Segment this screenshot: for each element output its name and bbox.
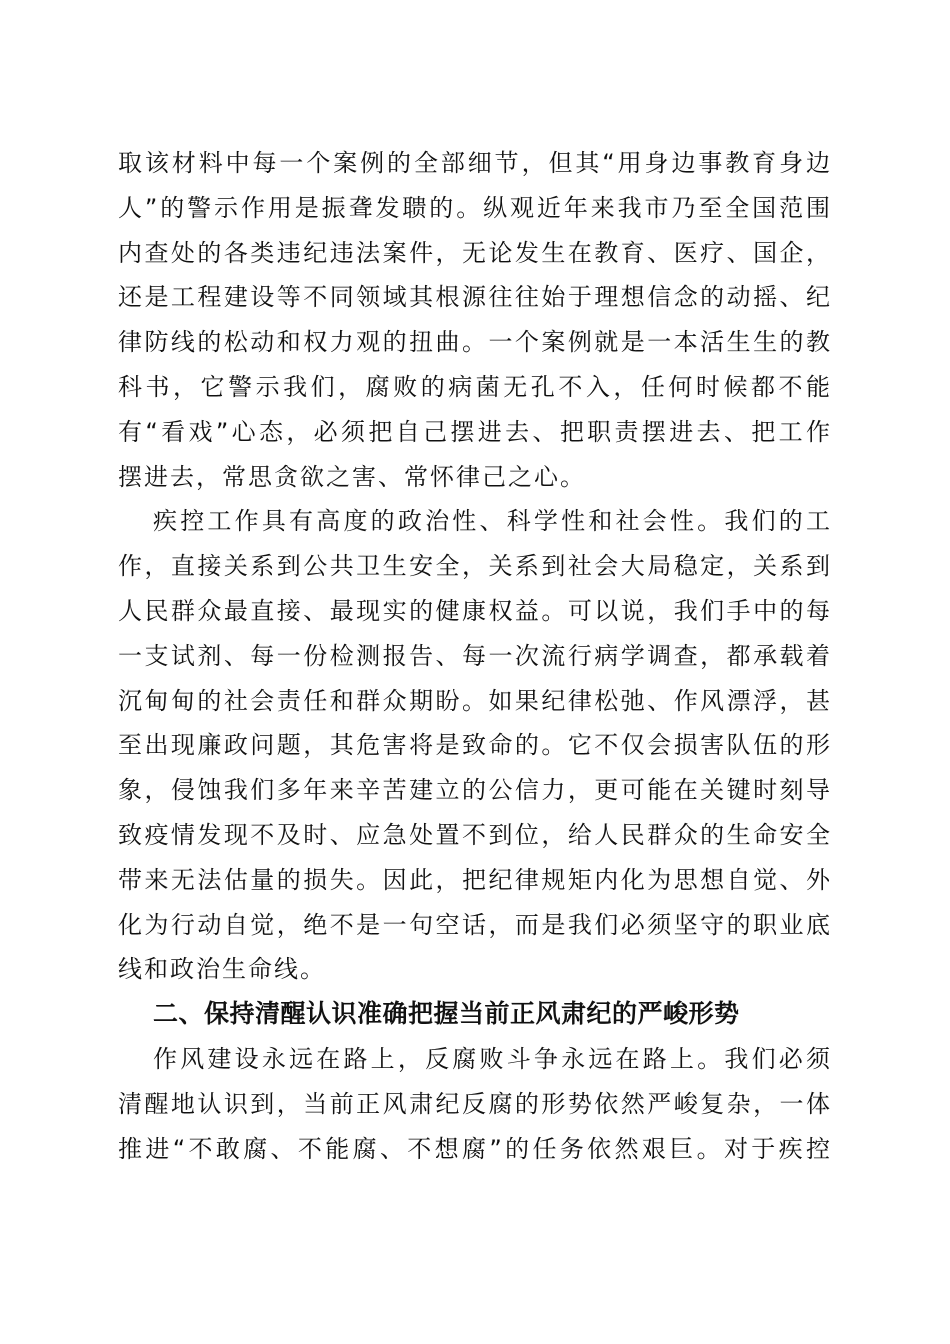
section-heading: 二、保持清醒认识准确把握当前正风肃纪的严峻形势 — [153, 999, 740, 1029]
text-line: 律防线的松动和权力观的扭曲。一个案例就是一本活生生的教 — [118, 328, 830, 357]
text-line: 取该材料中每一个案例的全部细节，但其“用身边事教育身边 — [118, 149, 830, 177]
text-line: 还是工程建设等不同领域其根源往往始于理想信念的动摇、纪 — [118, 283, 830, 312]
document-body — [118, 141, 830, 1171]
text-line: 人”的警示作用是振聋发聩的。纵观近年来我市乃至全国范围 — [118, 193, 830, 222]
text-line: 内查处的各类违纪违法案件，无论发生在教育、医疗、国企， — [118, 238, 830, 267]
text-line: 化为行动自觉，绝不是一句空话，而是我们必须坚守的职业底 — [118, 910, 830, 939]
text-line: 致疫情发现不及时、应急处置不到位，给人民群众的生命安全 — [118, 820, 830, 849]
text-line: 清醒地认识到，当前正风肃纪反腐的形势依然严峻复杂，一体 — [118, 1089, 830, 1118]
text-line: 带来无法估量的损失。因此，把纪律规矩内化为思想自觉、外 — [118, 865, 830, 894]
text-line: 作风建设永远在路上，反腐败斗争永远在路上。我们必须 — [153, 1044, 830, 1073]
text-line: 作，直接关系到公共卫生安全，关系到社会大局稳定，关系到 — [118, 552, 830, 581]
text-line: 线和政治生命线。 — [118, 955, 326, 984]
paragraph-situation — [118, 1037, 830, 1171]
text-line: 沉甸甸的社会责任和群众期盼。如果纪律松弛、作风漂浮，甚 — [118, 686, 830, 715]
text-line: 疾控工作具有高度的政治性、科学性和社会性。我们的工 — [153, 507, 830, 536]
paragraph-case-warning — [118, 141, 830, 499]
text-line: 摆进去，常思贪欲之害、常怀律己之心。 — [118, 462, 586, 491]
text-line: 象，侵蚀我们多年来辛苦建立的公信力，更可能在关键时刻导 — [118, 776, 830, 805]
paragraph-cdc-work — [118, 499, 830, 992]
text-line: 一支试剂、每一份检测报告、每一次流行病学调查，都承载着 — [118, 641, 830, 670]
text-line: 推进“不敢腐、不能腐、不想腐”的任务依然艰巨。对于疾控 — [118, 1134, 830, 1163]
text-line: 人民群众最直接、最现实的健康权益。可以说，我们手中的每 — [118, 596, 830, 625]
text-line: 至出现廉政问题，其危害将是致命的。它不仅会损害队伍的形 — [118, 731, 830, 760]
text-line: 有“看戏”心态，必须把自己摆进去、把职责摆进去、把工作 — [118, 417, 830, 446]
text-line: 科书，它警示我们，腐败的病菌无孔不入，任何时候都不能 — [118, 372, 830, 401]
